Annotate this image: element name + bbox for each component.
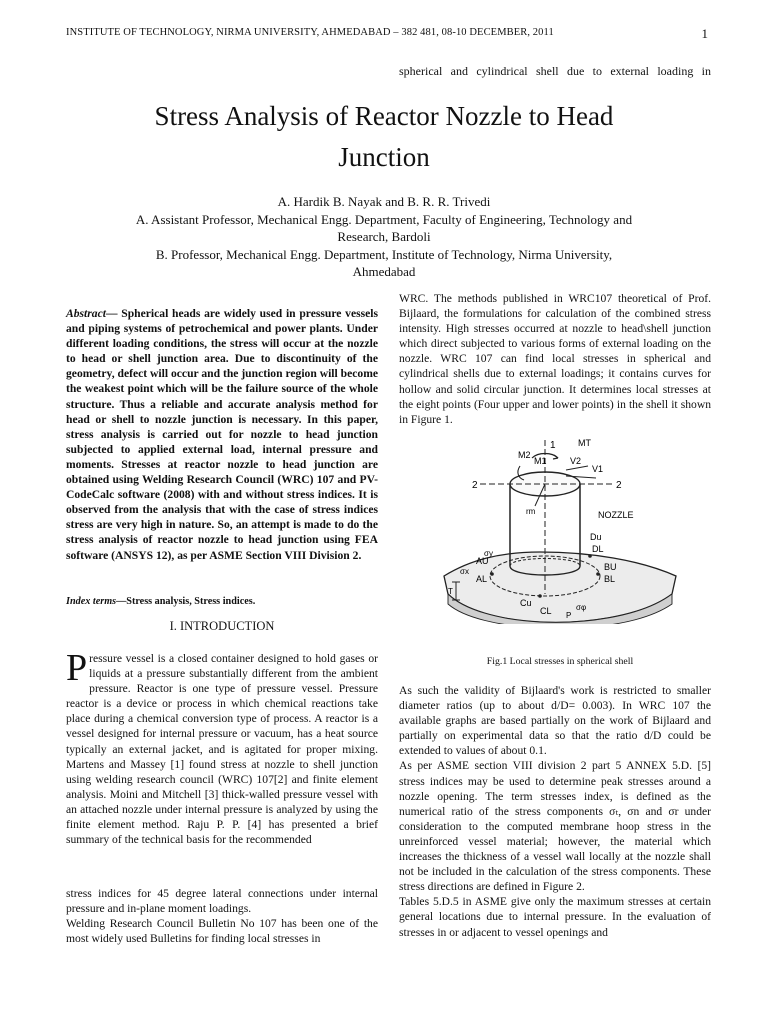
label-nozzle: NOZZLE: [598, 510, 634, 520]
affiliation-b-line-1: B. Professor, Mechanical Engg. Department, Institute of Technology, Nirma University,: [155, 246, 613, 262]
label-cu: Cu: [520, 598, 532, 608]
label-p: P: [566, 611, 572, 620]
affiliation-a-line-2: Research, Bardoli: [337, 229, 431, 245]
label-al: AL: [476, 574, 488, 584]
right-column-lower: [399, 683, 711, 940]
introduction-continued-text-2: Welding Research Council Bulletin No 107 has been one of the most widely used Bulletins for finding local stresses in: [66, 917, 378, 946]
label-m2: M2: [518, 450, 531, 460]
introduction-continued: [66, 886, 378, 946]
abstract-text: Spherical heads are widely used in pressure vessels and piping systems of petrochemical and power plants. Under different loading conditions, the stress will occur at the nozzle to head or shell junction area. Due to discontinuity of the geometry, defect will occur and the junction region will become the weakest point which will be the failure source of the whole structure. Thus a reliable and accurate analysis method for head or shell to nozzle junction is necessary. In this paper, stress analysis is carried out for nozzle to head junction subjected to applied external load, internal pressure and moments. Stresses at reactor nozzle to head junction are obtained using Welding Research Council (WRC) 107 and PV-CodeCalc software (2008) with and without stress indices. It is observed from the analysis that with the case of stress indices stress are very high in nature. So, an attempt is made to do the stress analysis of reactor nozzle to head junction using FEA software (ANSYS 12), as per ASME Section VIII Division 2.: [66, 307, 378, 562]
paragraph-bijlaard: As such the validity of Bijlaard's work is restricted to smaller diameter ratios (up to about d/D= 0.003). In WRC 107 the available graphs are based partially on the work of Bijlaard and partially on experimental data so that the ratio d/D could be extended to values of about 0.1.: [399, 684, 711, 758]
affiliation-b-line-2: Ahmedabad: [352, 264, 416, 280]
wrc-paragraph: WRC. The methods published in WRC107 theoretical of Prof. Bijlaard, the formulations for calculation of the combined stress intensity. High stresses occurred at nozzle to head\shell junction which direct subjected to various forms of external loading on the nozzle. WRC 107 can find local stresses in spherical and cylindrical shells due to external loadings; it contains curves for hollow and solid circular junction. It determines local stresses at the eight points (Four upper and lower points) in the shell it shown in Figure 1.: [399, 292, 711, 426]
section-heading-introduction: I. INTRODUCTION: [169, 619, 275, 633]
title-line-2: Junction: [338, 142, 430, 172]
abstract-lead: Abstract—: [66, 307, 118, 320]
paragraph-asme: As per ASME section VIII division 2 part 5 ANNEX 5.D. [5] stress indices may be used to determine peak stresses around a nozzle opening. The term stresses index, is defined as the numerical ratio of the stress components σₜ, σn and σr under consideration to the computed membrane hoop stress in the unreinforced vessel material; however, the material which increases the thickness of a vessel wall locally at the nozzle shall not be included in the calculation of the stress components. These stress directions are defined in Figure 2.: [399, 759, 711, 894]
label-dl: DL: [592, 544, 604, 554]
introduction-text: ressure vessel is a closed container designed to hold gases or liquids at a pressure substantially different from the ambient pressure. Reactor is one type of pressure vessel. Pressure reactor is a device or process in which chemical reactions take place during a chemical conversion type of process. A reactor is a vessel designed for internal pressure or vacuum, has a heat source typically an external jacket, and is agitated for proper mixing. Martens and Massey [1] found stress at nozzle to shell junction using welding research council (WRC) 107[2] and finite element analysis. Moini and Mitchell [3] thick-walled pressure vessel with an attached nozzle under internal pressure is analyzed by using the finite element method. Raju P. P. [4] has presented a brief summary of the technical basis for the recommended: [66, 652, 378, 847]
label-sigma-x: σx: [460, 567, 469, 576]
label-cl: CL: [540, 606, 552, 616]
nozzle-diagram: [440, 434, 680, 624]
label-m1: M1: [534, 456, 547, 466]
label-sigma-phi: σφ: [576, 603, 587, 612]
introduction-continued-text-1: stress indices for 45 degree lateral connections under internal pressure and in-plane moment loadings.: [66, 887, 378, 916]
label-t: T: [448, 587, 453, 596]
author-block: [100, 193, 668, 281]
abstract: [66, 306, 378, 563]
introduction-paragraph: [66, 647, 378, 847]
label-bu: BU: [604, 562, 617, 572]
index-terms-text: —Stress analysis, Stress indices.: [116, 596, 256, 607]
paper-title: [60, 96, 708, 178]
index-terms: [66, 594, 378, 609]
figure-caption: Fig.1 Local stresses in spherical shell: [486, 656, 634, 667]
label-du: Du: [590, 532, 602, 542]
label-1: 1: [550, 440, 556, 451]
label-sigma-y: σy: [484, 549, 493, 558]
point-c: [538, 594, 542, 598]
point-b: [596, 572, 600, 576]
affiliation-a-line-1: A. Assistant Professor, Mechanical Engg. Department, Faculty of Engineering, Technology and: [135, 211, 633, 227]
label-au: AU: [476, 556, 489, 566]
label-2-right: 2: [616, 480, 622, 491]
point-d: [588, 554, 592, 558]
index-terms-label: Index terms: [66, 596, 117, 607]
label-rm: rm: [526, 507, 536, 516]
label-bl: BL: [604, 574, 616, 584]
author-names: A. Hardik B. Nayak and B. R. R. Trivedi: [277, 194, 491, 209]
label-v2: V2: [570, 456, 582, 466]
figure-local-stresses: [440, 434, 680, 624]
force-v2: [566, 466, 588, 470]
carried-over-line: spherical and cylindrical shell due to external loading in: [399, 64, 711, 78]
title-line-1: Stress Analysis of Reactor Nozzle to Head: [154, 101, 614, 131]
paragraph-tables: Tables 5.D.5 in ASME give only the maximum stresses at certain general locations due to internal pressure. In the evaluation of stresses in or adjacent to vessel openings and: [399, 895, 711, 939]
point-a: [490, 572, 494, 576]
label-2-left: 2: [472, 480, 478, 491]
page-number: 1: [701, 26, 708, 41]
label-v1: V1: [592, 464, 604, 474]
drop-cap: P: [66, 647, 88, 689]
running-head: INSTITUTE OF TECHNOLOGY, NIRMA UNIVERSITY, AHMEDABAD – 382 481, 08-10 DECEMBER, 2011: [66, 27, 554, 38]
label-mt: MT: [578, 438, 591, 448]
